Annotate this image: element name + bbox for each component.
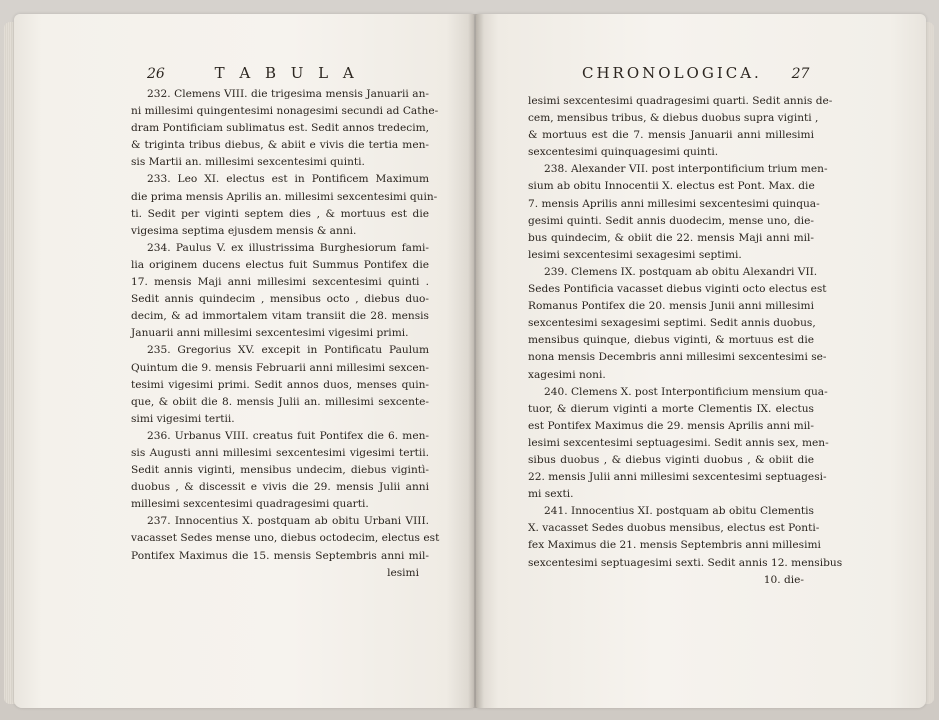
text-line: 232. Clemens VIII. die trigesima mensis Januarii an- [147, 88, 429, 100]
left-page-header [147, 64, 357, 82]
text-line: tesimi vigesimi primi. Sedit annos duos, menses quin- [131, 378, 429, 391]
right-page-text [528, 93, 843, 589]
text-line: 233. Leo XI. electus est in Pontificem Maximum [147, 173, 429, 186]
text-line: 239. Clemens IX. postquam ab obitu Alexandri VII. [544, 265, 818, 278]
text-line: sis Augusti anni millesimi sexcentesimi vigesimi tertii. [131, 446, 429, 459]
text-line: tuor, & dierum viginti a morte Clementis IX. electus [528, 402, 814, 415]
text-line: Pontifex Maximus die 15. mensis Septembris anni mil- [131, 549, 429, 562]
text-line: xagesimi noni. [528, 368, 606, 381]
text-line: que, & obiit die 8. mensis Julii an. millesimi sexcente- [131, 395, 429, 408]
text-line: sexcentesimi quinquagesimi quinti. [528, 146, 719, 159]
left-running-head: T A B U L A [214, 64, 359, 82]
text-line: Sedit annis quindecim , mensibus octo , diebus duo- [131, 293, 429, 306]
right-running-head: CHRONOLOGICA. [582, 64, 762, 82]
left-page-number: 26 [147, 66, 165, 82]
catchword: lesimi [387, 566, 419, 579]
text-line: millesimi sexcentesimi quadragesimi quarti. [131, 498, 369, 511]
text-line: sexcentesimi septuagesimi sexti. Sedit annis 12. mensibus [528, 556, 843, 569]
text-line: Romanus Pontifex die 20. mensis Junii anni millesimi [528, 300, 814, 313]
text-line: lia originem ducens electus fuit Summus Pontifex die [131, 258, 429, 271]
text-line: 236. Urbanus VIII. creatus fuit Pontifex die 6. men- [147, 429, 429, 442]
text-line: X. vacasset Sedes duobus mensibus, electus est Ponti- [528, 522, 820, 535]
text-line: est Pontifex Maximus die 29. mensis Aprilis anni mil- [528, 419, 814, 432]
text-line: Quintum die 9. mensis Februarii anni millesimi sexcen- [131, 361, 429, 374]
text-line: mi sexti. [528, 488, 574, 501]
text-line: ni millesimi quingentesimi nonagesimi secundi ad Cathe- [131, 105, 439, 118]
text-line: 238. Alexander VII. post interpontificium trium men- [544, 163, 828, 176]
text-line: lesimi sexcentesimi septuagesimi. Sedit annis sex, men- [528, 436, 829, 449]
text-line: sis Martii an. millesimi sexcentesimi quinti. [131, 156, 365, 169]
text-line: gesimi quinti. Sedit annis duodecim, mense uno, die- [528, 214, 814, 227]
text-line: die prima mensis Aprilis an. millesimi sexcentesimi quin- [131, 190, 438, 203]
text-line: sibus duobus , & diebus viginti duobus , & obiit die [528, 453, 814, 466]
text-line: bus quindecim, & obiit die 22. mensis Maji anni mil- [528, 231, 814, 244]
text-line: 240. Clemens X. post Interpontificium mensium qua- [544, 385, 828, 398]
text-line: Sedit annis viginti, mensibus undecim, diebus vigintì- [131, 464, 429, 477]
catchword: 10. die- [763, 573, 804, 586]
text-line: 234. Paulus V. ex illustrissima Burghesiorum fami- [147, 241, 429, 254]
text-line: nona mensis Decembris anni millesimi sexcentesimi se- [528, 351, 827, 364]
text-line: Januarii anni millesimi sexcentesimi vigesimi primi. [131, 327, 409, 340]
book-gutter [468, 14, 484, 708]
text-line: ti. Sedit per viginti septem dies , & mortuus est die [131, 207, 429, 220]
text-line: & triginta tribus diebus, & abiit e vivis die tertia men- [131, 139, 429, 152]
text-line: 237. Innocentius X. postquam ab obitu Urbani VIII. [147, 515, 429, 528]
text-line: lesimi sexcentesimi quadragesimi quarti. Sedit annis de- [528, 95, 833, 107]
right-page-header [582, 64, 812, 82]
text-line: vigesima septima ejusdem mensis & anni. [131, 224, 357, 237]
text-line: 235. Gregorius XV. excepit in Pontificatu Paulum [147, 344, 429, 357]
left-page-text [131, 86, 440, 582]
text-line: simi vigesimi tertii. [131, 412, 235, 425]
text-line: duobus , & discessit e vivis die 29. mensis Julii anni [131, 481, 429, 494]
text-line: & mortuus est die 7. mensis Januarii anni millesimi [528, 129, 814, 142]
text-line: 22. mensis Julii anni millesimi sexcentesimi septuagesi- [528, 471, 827, 484]
text-line: dram Pontificiam sublimatus est. Sedit annos tredecim, [131, 122, 429, 135]
text-line: lesimi sexcentesimi sexagesimi septimi. [528, 248, 742, 261]
text-line: mensibus quinque, diebus viginti, & mortuus est die [528, 334, 814, 347]
text-line: 17. mensis Maji anni millesimi sexcentesimi quinti . [131, 276, 429, 289]
right-page-number: 27 [791, 66, 810, 82]
text-line: cem, mensibus tribus, & diebus duobus supra viginti , [528, 112, 819, 125]
text-line: vacasset Sedes mense uno, diebus octodecim, electus est [131, 532, 440, 545]
text-line: 241. Innocentius XI. postquam ab obitu Clementis [544, 505, 814, 518]
text-line: 7. mensis Aprilis anni millesimi sexcentesimi quinqua- [528, 197, 820, 210]
text-line: decim, & ad immortalem vitam transiit die 28. mensis [131, 310, 429, 323]
text-line: sexcentesimi sexagesimi septimi. Sedit annis duobus, [528, 317, 816, 330]
text-line: fex Maximus die 21. mensis Septembris anni millesimi [528, 539, 821, 552]
text-line: Sedes Pontificia vacasset diebus viginti octo electus est [528, 283, 827, 296]
text-line: sium ab obitu Innocentii X. electus est Pont. Max. die [528, 180, 815, 193]
